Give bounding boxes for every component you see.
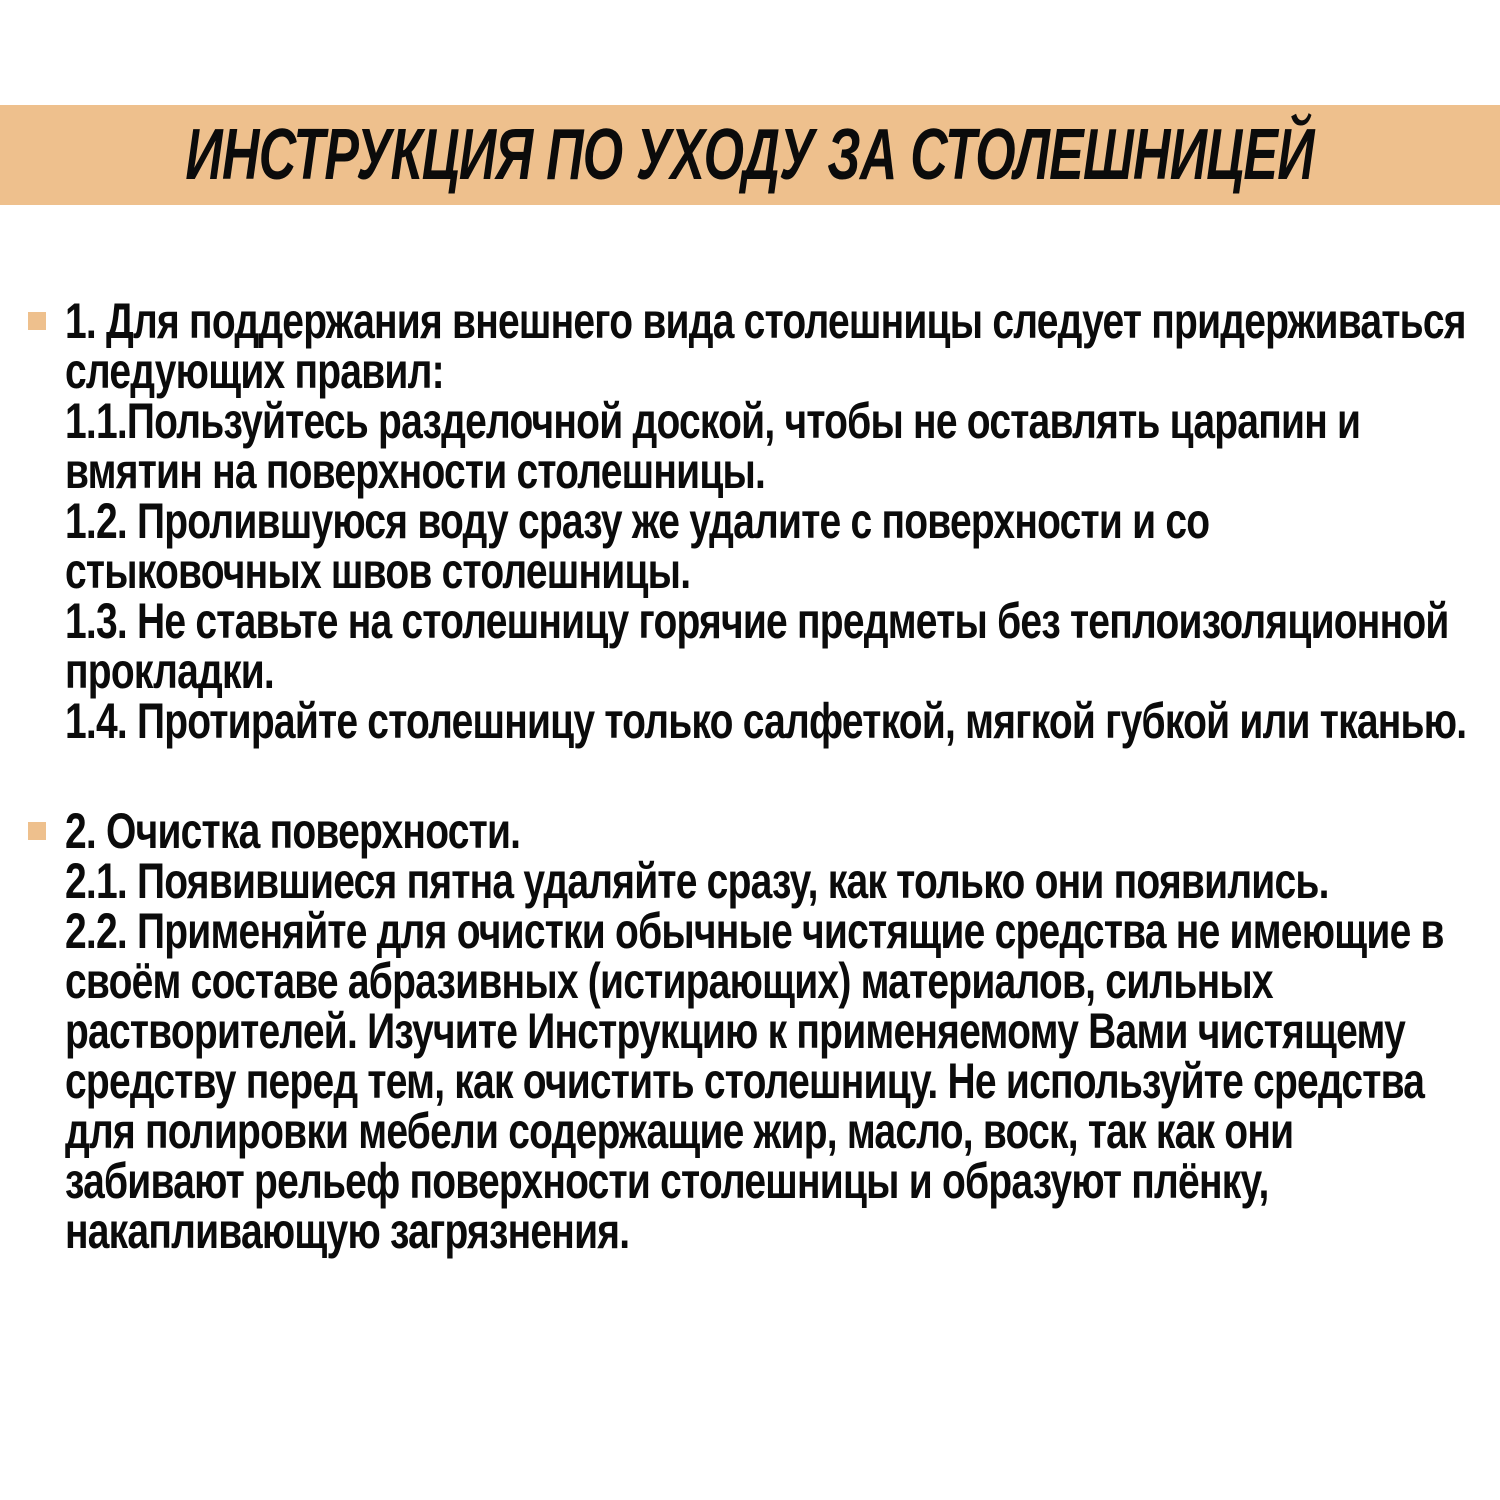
instructions-content	[28, 293, 1500, 1259]
section-care-rules	[28, 293, 1500, 749]
paragraph-rule-2-1: 2.1. Появившиеся пятна удаляйте сразу, как только они появились.	[65, 853, 1329, 909]
paragraph-rule-1-1: 1.1.Пользуйтесь разделочной доской, чтобы не оставлять царапин и вмятин на поверхности столешницы.	[65, 393, 1361, 499]
section-care-rules-text	[65, 293, 1469, 749]
paragraph-rule-1-4: 1.4. Протирайте столешницу только салфеткой, мягкой губкой или тканью.	[65, 693, 1467, 749]
square-bullet-icon	[28, 822, 46, 840]
paragraph-rule-2-2: 2.2. Применяйте для очистки обычные чистящие средства не имеющие в своём составе абразивных (истирающих) материалов, сильных растворителей. Изучите Инструкцию к применяемому Вами чистящему средству перед тем, как очистить столешницу. Не используйте средства для полировки мебели содержащие жир, масло, воск, так как они забивают рельеф поверхности столешницы и образуют плёнку, накапливающую загрязнения.	[65, 903, 1444, 1259]
title-banner	[0, 105, 1500, 205]
paragraph-rule-1-2: 1.2. Пролившуюся воду сразу же удалите с поверхности и со стыковочных швов столешницы.	[65, 493, 1210, 599]
section-surface-cleaning-text	[65, 803, 1469, 1259]
paragraph-cleaning-intro: 2. Очистка поверхности.	[65, 803, 521, 859]
section-surface-cleaning	[28, 803, 1500, 1259]
paragraph-rule-1-3: 1.3. Не ставьте на столешницу горячие предметы без теплоизоляционной прокладки.	[65, 593, 1449, 699]
square-bullet-icon	[28, 312, 46, 330]
page-title: ИНСТРУКЦИЯ ПО УХОДУ ЗА СТОЛЕШНИЦЕЙ	[185, 115, 1315, 195]
paragraph-rule-intro: 1. Для поддержания внешнего вида столешницы следует придерживаться следующих правил:	[65, 293, 1466, 399]
